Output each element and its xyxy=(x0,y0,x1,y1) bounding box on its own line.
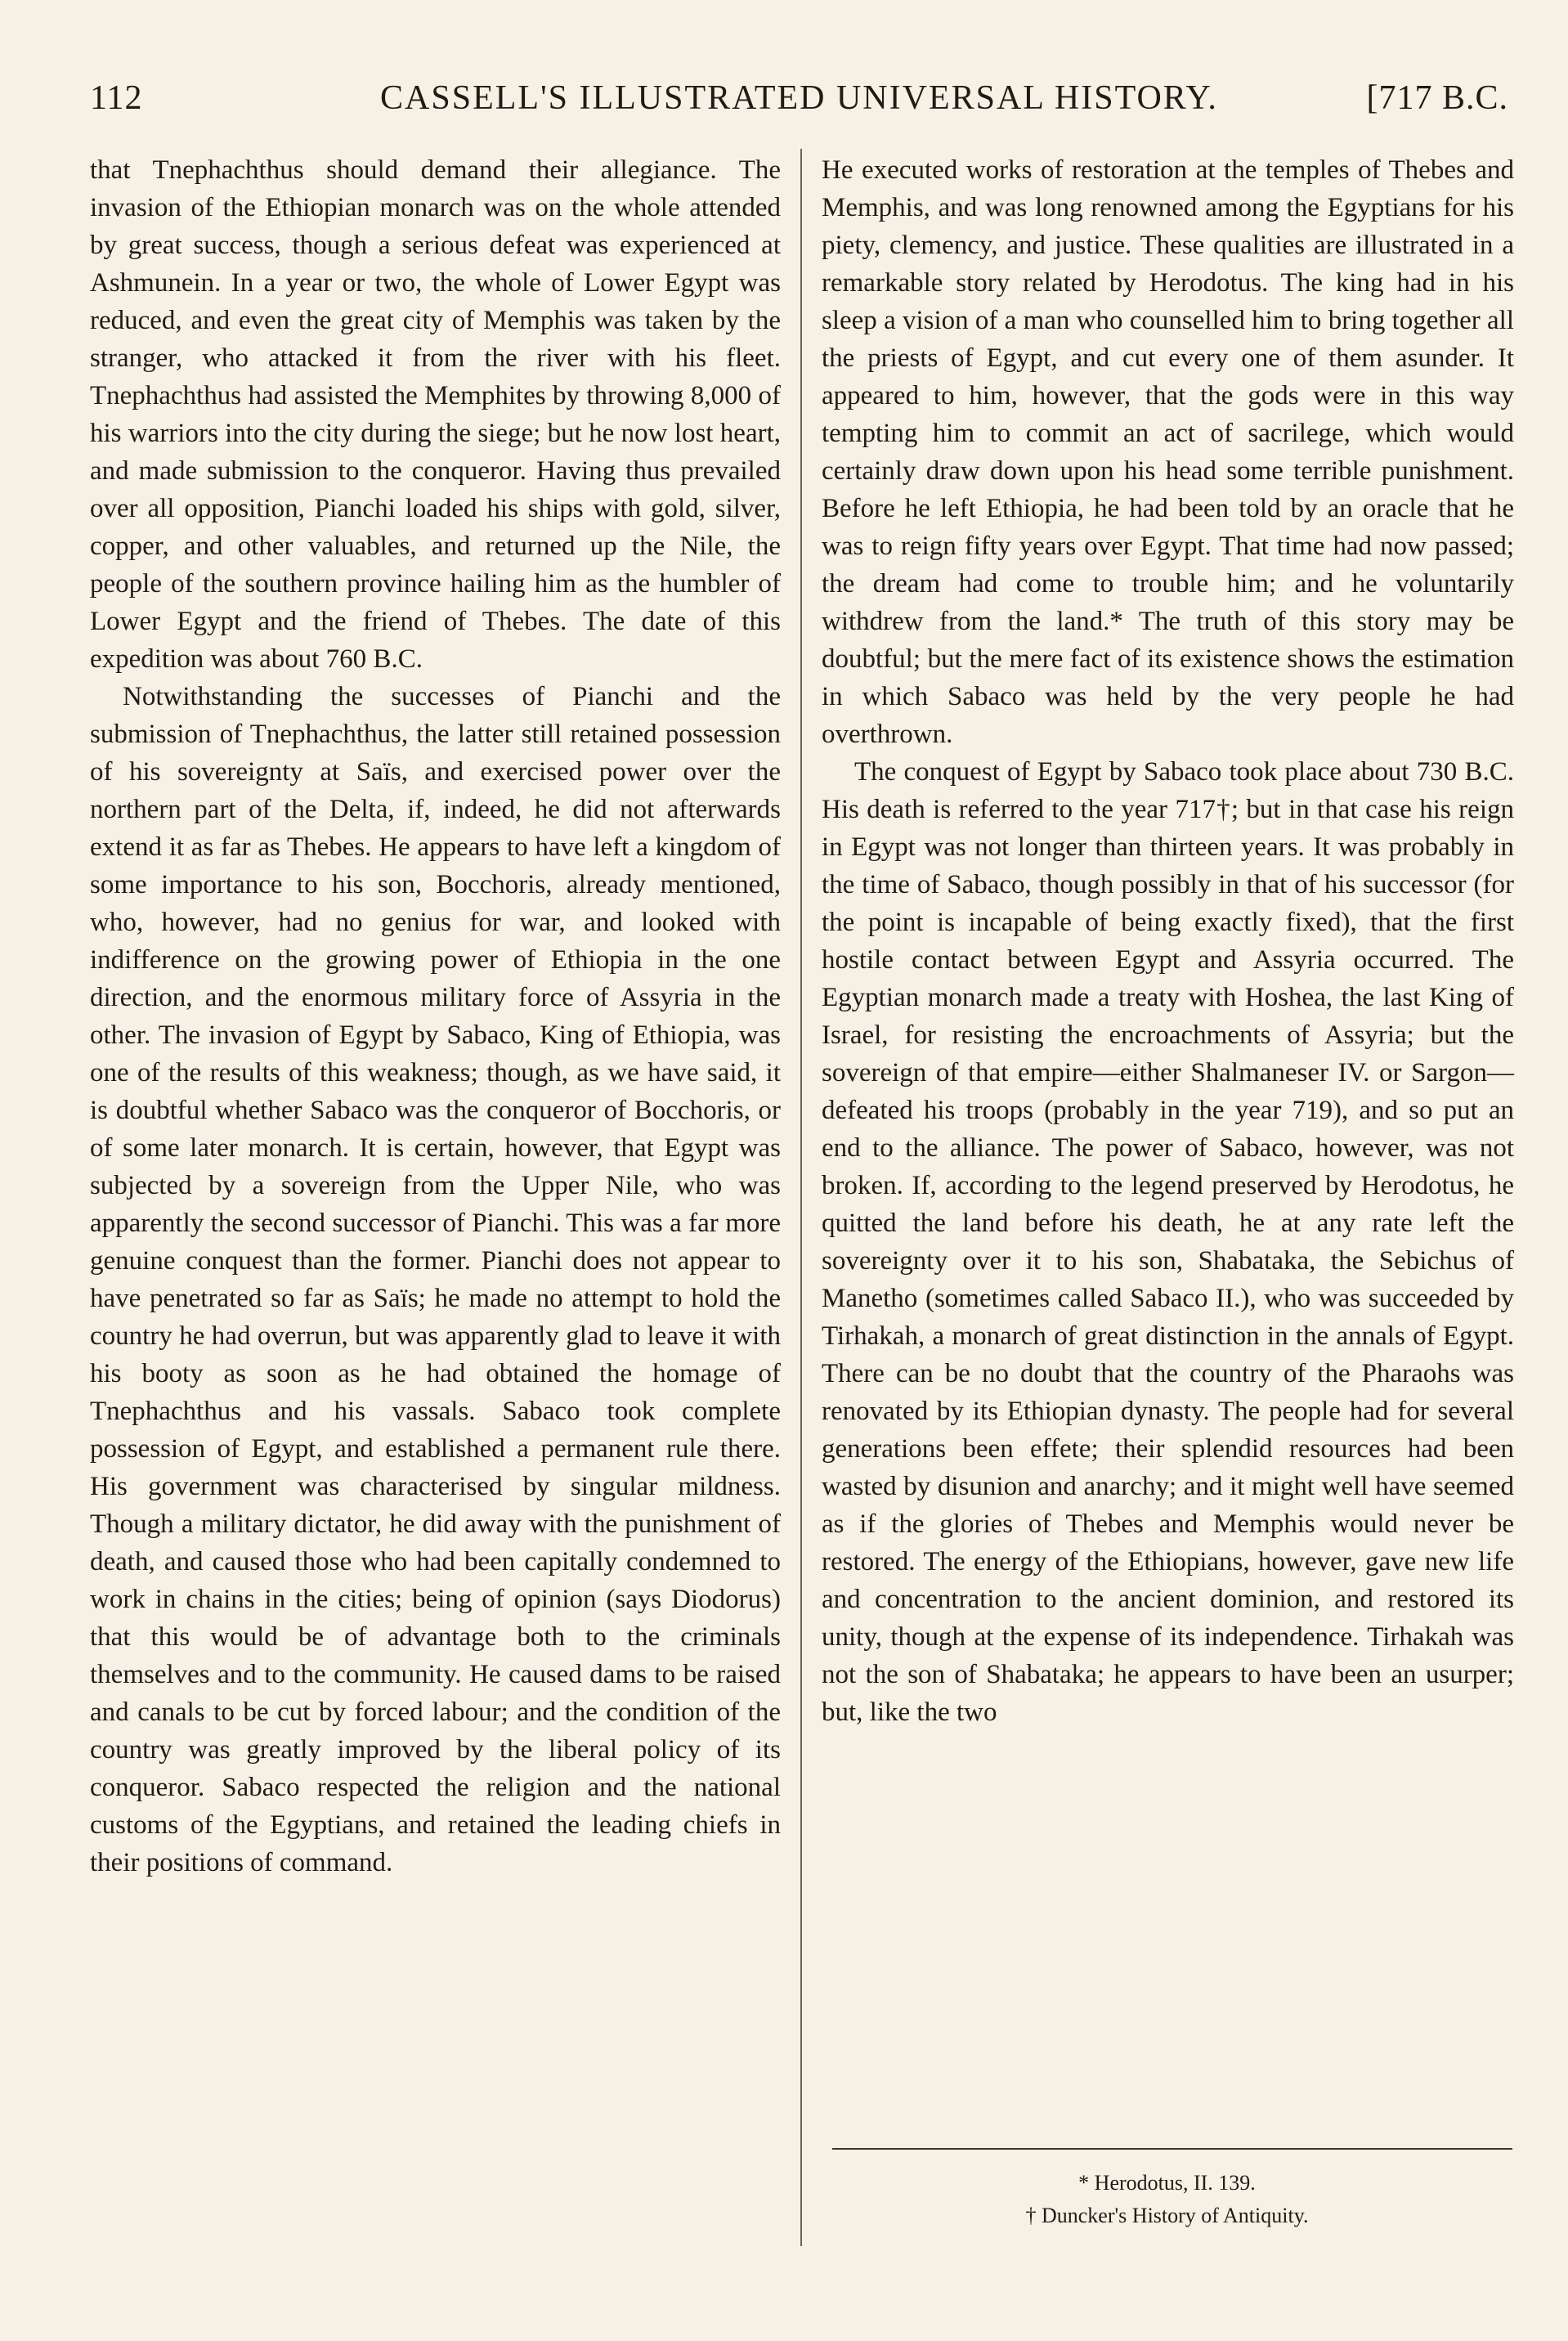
footnote: * Herodotus, II. 139. xyxy=(1078,2171,1256,2195)
running-title: CASSELL'S ILLUSTRATED UNIVERSAL HISTORY. xyxy=(380,79,1218,117)
footnote-divider xyxy=(832,2148,1512,2150)
column-divider xyxy=(800,149,802,2246)
paragraph: Notwithstanding the successes of Pianchi and the submission of Tnephachthus, the latter still retained possession of his sovereignty at Saïs, and exercised power over the northern part of the Delta, if, indeed, he did not afterwards extend it as far as Thebes. He appears to have left a kingdom of some importance to his son, Bocchoris, already mentioned, who, however, had no genius for war, and looked with indifference on the growing power of Ethiopia in the one direction, and the enormous military force of Assyria in the other. The invasion of Egypt by Sabaco, King of Ethiopia, was one of the results of this weakness; though, as we have said, it is doubtful whether Sabaco was the conqueror of Bocchoris, or of some later monarch. It is certain, however, that Egypt was subjected by a sovereign from the Upper Nile, who was apparently the second successor of Pianchi. This was a far more genuine conquest than the former. Pianchi does not appear to have penetrated so far as Saïs; he made no attempt to hold the country he had overrun, but was apparently glad to leave it with his booty as soon as he had obtained the homage of Tnephachthus and his vassals. Sabaco took complete possession of Egypt, and established a permanent rule there. His government was characterised by singular mildness. Though a military dictator, he did away with the punishment of death, and caused those who had been capitally condemned to work in chains in the cities; being of opinion (says Diodorus) that this would be of advantage both to the criminals themselves and to the community. He caused dams to be raised and canals to be cut by forced labour; and the condition of the country was greatly improved by the liberal policy of its conqueror. Sabaco respected the religion and the national customs of the Egyptians, and retained the leading chiefs in their positions of command. xyxy=(90,682,781,1877)
footnotes xyxy=(822,2167,1512,2232)
footnote: † Duncker's History of Antiquity. xyxy=(1025,2204,1309,2227)
paragraph: The conquest of Egypt by Sabaco took place about 730 B.C. His death is referred to the year 717†; but in that case his reign in Egypt was not longer than thirteen years. It was probably in the time of Sabaco, though possibly in that of his successor (for the point is incapable of being exactly fixed), that the first hostile contact between Egypt and Assyria occurred. The Egyptian monarch made a treaty with Hoshea, the last King of Israel, for resisting the encroachments of Assyria; but the sovereign of that empire—either Shalmaneser IV. or Sargon—defeated his troops (probably in the year 719), and so put an end to the alliance. The power of Sabaco, however, was not broken. If, according to the legend preserved by Herodotus, he quitted the land before his death, he at any rate left the sovereignty over it to his son, Shabataka, the Sebichus of Manetho (sometimes called Sabaco II.), who was succeeded by Tirhakah, a monarch of great distinction in the annals of Egypt. There can be no doubt that the country of the Pharaohs was renovated by its Ethiopian dynasty. The people had for several generations been effete; their splendid resources had been wasted by disunion and anarchy; and it might well have seemed as if the glories of Thebes and Memphis would never be restored. The energy of the Ethiopians, however, gave new life and concentration to the ancient dominion, and restored its unity, though at the expense of its independence. Tirhakah was not the son of Shabataka; he appears to have been an usurper; but, like the two xyxy=(822,757,1514,1727)
paragraph: He executed works of restoration at the temples of Thebes and Memphis, and was long renowned among the Egyptians for his piety, clemency, and justice. These qualities are illustrated in a remarkable story related by Herodotus. The king had in his sleep a vision of a man who counselled him to bring together all the priests of Egypt, and cut every one of them asunder. It appeared to him, however, that the gods were in this way tempting him to commit an act of sacrilege, which would certainly draw down upon his head some terrible punishment. Before he left Ethiopia, he had been told by an oracle that he was to reign fifty years over Egypt. That time had now passed; the dream had come to trouble him; and he voluntarily withdrew from the land.* The truth of this story may be doubtful; but the mere fact of its existence shows the estimation in which Sabaco was held by the very people he had overthrown. xyxy=(822,155,1514,749)
right-column xyxy=(822,151,1514,1731)
paragraph: that Tnephachthus should demand their allegiance. The invasion of the Ethiopian monarch was on the whole attended by great success, though a serious defeat was experienced at Ashmunein. In a year or two, the whole of Lower Egypt was reduced, and even the great city of Memphis was taken by the stranger, who attacked it from the river with his fleet. Tnephachthus had assisted the Memphites by throwing 8,000 of his warriors into the city during the siege; but he now lost heart, and made submission to the conqueror. Having thus prevailed over all opposition, Pianchi loaded his ships with gold, silver, copper, and other valuables, and returned up the Nile, the people of the southern province hailing him as the humbler of Lower Egypt and the friend of Thebes. The date of this expedition was about 760 B.C. xyxy=(90,155,781,674)
left-column xyxy=(90,151,781,1881)
running-header xyxy=(90,72,1508,129)
page-number: 112 xyxy=(90,79,143,117)
page-date: [717 B.C. xyxy=(1366,79,1508,117)
